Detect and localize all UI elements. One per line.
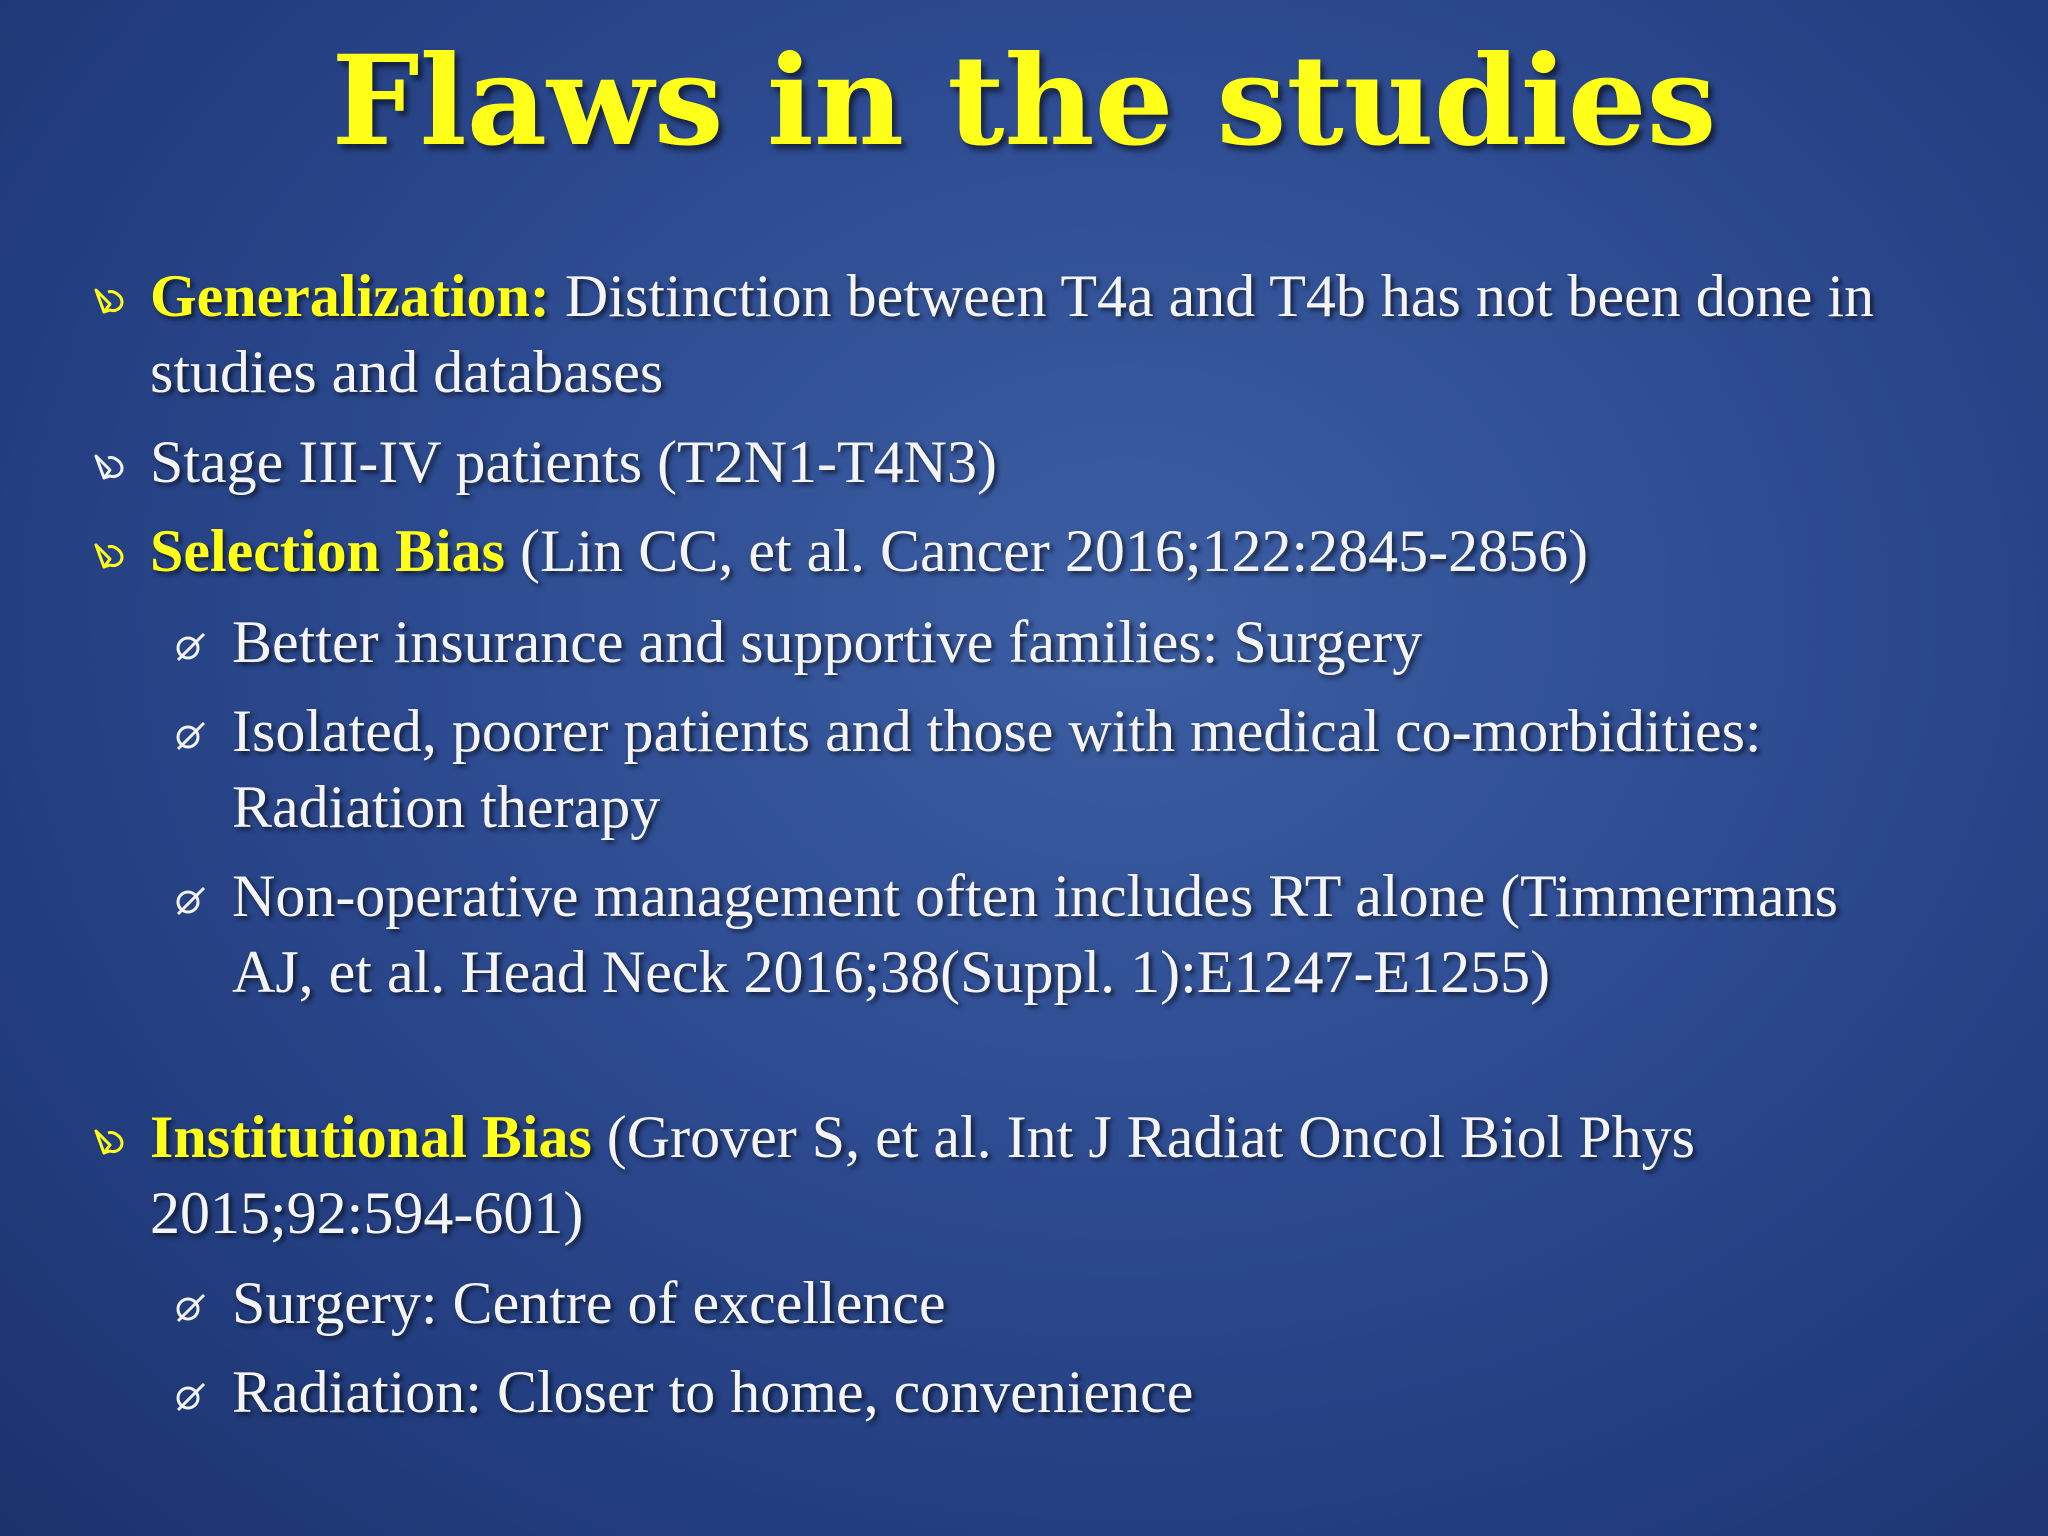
institutional-bias-text: (Grover S, et al. Int J Radiat Oncol Biol Phys 2015;92:594-601) [150, 1104, 1695, 1246]
bullet-item-institutional-bias [150, 1099, 1910, 1251]
sub-item-radiation [232, 1354, 1912, 1430]
insurance-text: Better insurance and supportive families: Surgery [232, 609, 1423, 675]
bullet-item-stage [150, 424, 1910, 500]
institutional-bias-label: Institutional Bias [150, 1104, 592, 1170]
selection-bias-text: (Lin CC, et al. Cancer 2016;122:2845-2856) [505, 518, 1589, 584]
slide-title: Flaws in the studies [331, 29, 1717, 174]
sub-item-isolated [232, 693, 1912, 845]
bullet-hand-icon [90, 280, 130, 320]
bullet-pen-icon [170, 1376, 210, 1416]
bullet-pen-icon [170, 626, 210, 666]
sub-item-non-operative [232, 858, 1912, 1010]
sub-item-surgery [232, 1265, 1912, 1341]
bullet-hand-icon [90, 446, 130, 486]
bullet-pen-icon [170, 1287, 210, 1327]
radiation-text: Radiation: Closer to home, convenience [232, 1359, 1194, 1425]
bullet-pen-icon [170, 880, 210, 920]
isolated-text: Isolated, poorer patients and those with medical co-morbidities: Radiation therapy [232, 698, 1762, 840]
bullet-hand-icon [90, 535, 130, 575]
bullet-item-selection-bias [150, 513, 1910, 589]
surgery-text: Surgery: Centre of excellence [232, 1270, 946, 1336]
non-operative-text: Non-operative management often includes RT alone (Timmermans AJ, et al. Head Neck 2016;38(Suppl. 1):E1247-E1255) [232, 863, 1838, 1005]
stage-text: Stage III-IV patients (T2N1-T4N3) [150, 429, 997, 495]
generalization-label: Generalization: [150, 263, 550, 329]
generalization-text: Distinction between T4a and T4b has not been done in studies and databases [150, 263, 1875, 405]
sub-item-insurance [232, 604, 1912, 680]
bullet-pen-icon [170, 715, 210, 755]
bullet-item-generalization [150, 258, 1910, 410]
bullet-hand-icon [90, 1121, 130, 1161]
selection-bias-label: Selection Bias [150, 518, 505, 584]
